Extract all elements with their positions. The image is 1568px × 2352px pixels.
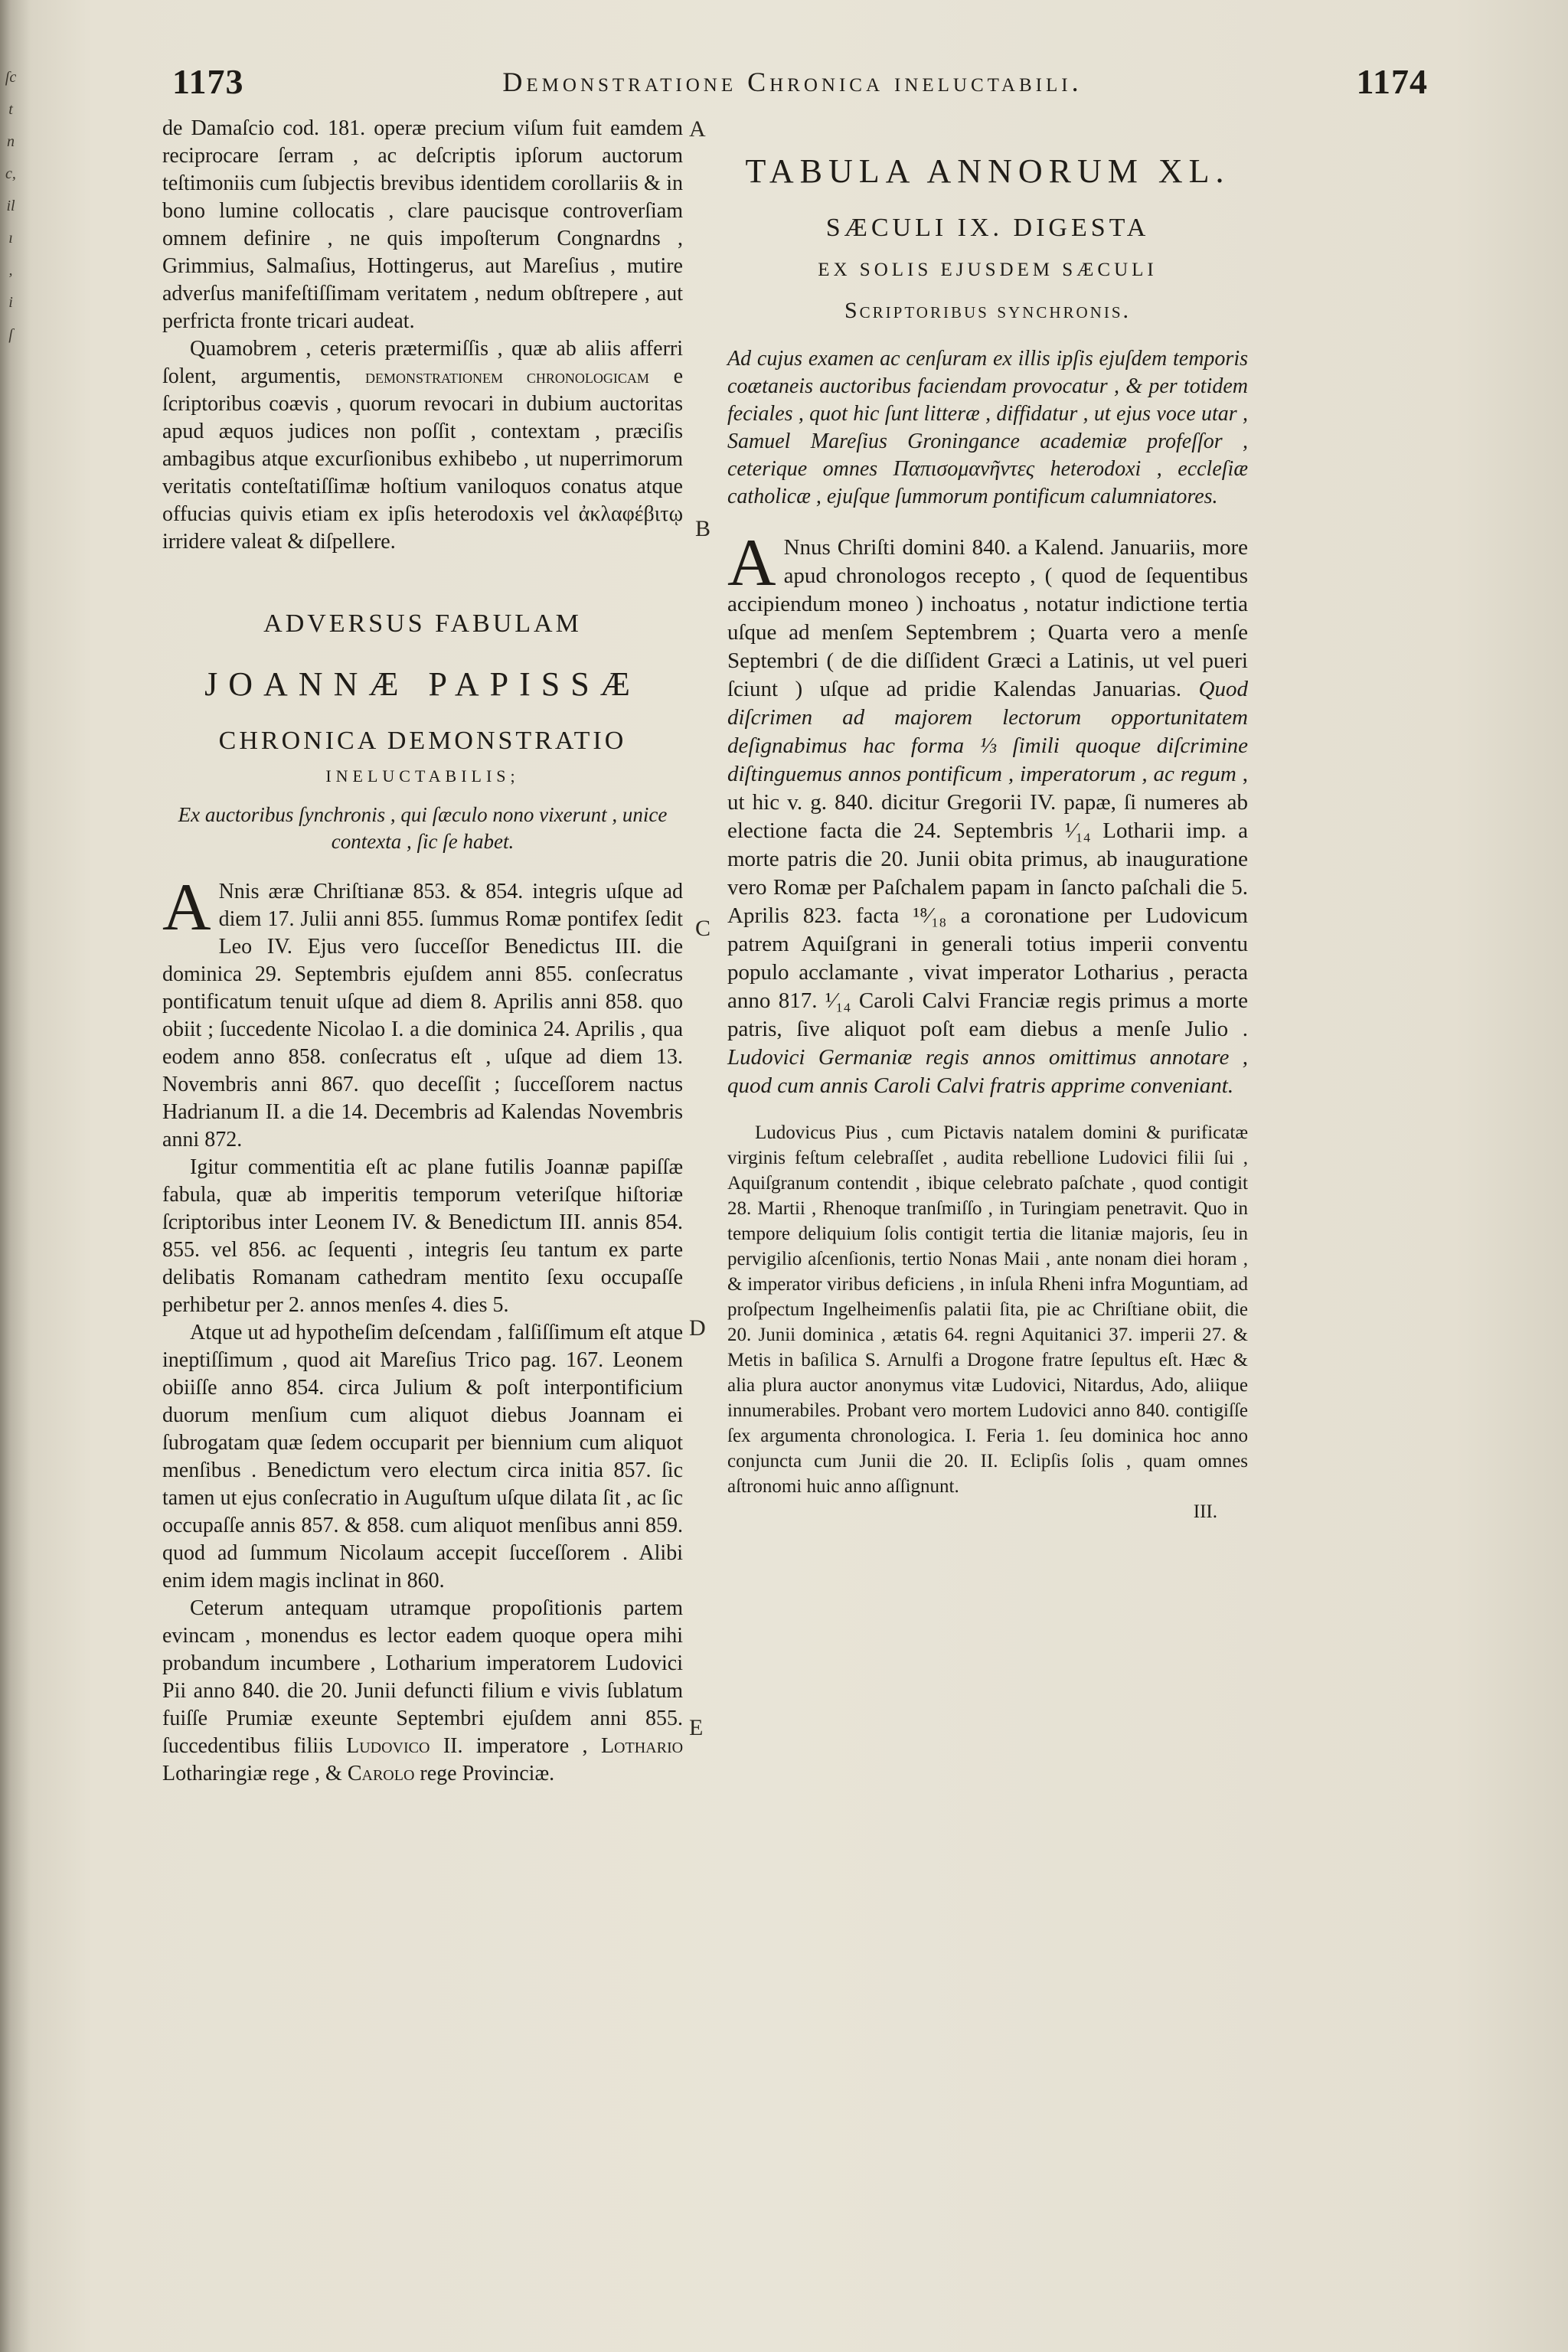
text-run: Nnis æræ Chriſtianæ 853. & 854. integris uſque ad diem 17. Julii anni 855. ſummus Romæ pontifex ſedit Leo IV. Ejus vero ſucceſſor Benedictus III. die dominica 29. Septembris ejuſdem anni 855. conſecratus pontificatum tenuit uſque ad diem 8. Aprilis anni 858. quo obiit ; ſuccedente Nicolao I. a die dominica 24. Aprilis , qua eodem anno 858. conſecratus eſt , uſque ad diem 13. Novembris anni 867. quo deceſſit ; ſucceſſorem nactus Hadrianum II. a die 14. Decembris ad Kalendas Novembris anni 872. (162, 880, 683, 1152)
italic-run: Quod diſcrimen ad majorem lectorum opportunitatem deſignabimus hac forma ⅓ ſimili quoque diſcrimine diſtinguemus annos pontificum , imperatorum , ac regum (727, 677, 1248, 786)
heading-joannae-papissae: JOANNÆ PAPISSÆ (204, 665, 641, 703)
text-run: Ceterum antequam utramque propoſitionis partem evincam , monendus es lector eadem quoque opera mihi probandum incumbere , Lotharium imperatorem Ludovici Pii anno 840. die 20. Junii defuncti filium e vivis ſublatum fuiſſe Prumiæ exeunte Septembri ejuſdem anni 855. ſuccedentibus filiis (162, 1596, 683, 1758)
italic-run: Ludovici Germaniæ regis annos omittimus annotare , quod cum annis Caroli Calvi fratris apprime conveniant. (727, 1045, 1248, 1098)
running-head (172, 61, 1428, 115)
paragraph-annis (162, 871, 683, 1154)
margin-letter-d: D (689, 1315, 706, 1341)
subheading-ex-auctoribus: Ex auctoribus ſynchronis , qui ſæculo nono vixerunt , unice contexta , ſic ſe habet. (178, 803, 668, 853)
text-run: , ut hic v. g. 840. dicitur Gregorii IV. papæ, ſi numeres ab electione facta die 24. Septembris ¹⁄₁₄ Lotharii imp. a morte patris die 20. Junii obita primus, ab inauguratione vero Romæ per Paſchalem papam in ſancto paſchali die 5. Aprilis 823. facta ¹⁸⁄₁₈ a coronatione per Ludovicum patrem Aquiſgrani in generali totius imperii conventu populo acclamante , vivat imperator Lotharius , peracta anno 817. ¹⁄₁₄ Caroli Calvi Franciæ regis primus a morte patris, ſive aliquot poſt eam diebus a menſe Julio . (727, 762, 1248, 1041)
gutter-fragment: c, (5, 165, 16, 182)
text-run: II. imperatore , (443, 1734, 588, 1758)
margin-letter-b: B (695, 516, 711, 541)
gutter-fragment: t (8, 101, 13, 118)
gutter-fragment: ſ (8, 326, 13, 343)
margin-letter-a: A (689, 116, 706, 142)
gutter-fragments (0, 61, 21, 444)
right-column (727, 115, 1248, 1524)
margin-letter-c: C (695, 916, 711, 941)
gutter-fragment: il (6, 198, 15, 214)
heading-ex-solis: EX SOLIS EJUSDEM SÆCULI (818, 260, 1158, 280)
paragraph-ceterum (162, 1595, 683, 1788)
heading-scriptoribus: Scriptoribus synchronis. (844, 298, 1132, 323)
heading-tabula-annorum: TABULA ANNORUM XL. (745, 152, 1230, 190)
paragraph-intro: Ad cujus examen ac cenſuram ex illis ipſis ejuſdem temporis coætaneis auctoribus faciendam provocatur , & per totidem feciales , quot hic ſunt litteræ , diffidatur , ut ejus voce utar , Samuel Mareſius Groningance academiæ profeſſor , ceterique omnes Παπισομανῆντες heterodoxi , eccleſiæ catholicæ , ejuſque ſummorum pontificum calumniatores. (727, 347, 1248, 508)
paragraph-opening: de Damaſcio cod. 181. operæ precium viſum fuit eamdem reciprocare ſerram , ac deſcriptis ipſorum auctorum teſtimoniis cum ſubjectis brevibus identidem corollariis & in bono lumine collocatis , clare paucisque controverſiam omnem definire , ne quis impoſterum Congnardns , Grimmius, Salmaſius, Hottingerus, aut Mareſius , mutire adverſus manifeſtiſſimam veritatem , nedum obſtrepere , aut perfricta fronte tricari audeat. (162, 116, 683, 333)
small-caps-run: Lothario (600, 1734, 684, 1758)
drop-cap: A (162, 871, 211, 945)
drop-cap: A (727, 526, 776, 600)
paragraph-igitur: Igitur commentitia eſt ac plane futilis Joannæ papiſſæ fabula, quæ ab imperitis temporum veteriſque hiſtoriæ ſcriptoribus inter Leonem IV. & Benedictum III. annis 854. 855. vel 856. ac ſequenti , integris ſeu tantum ex parte delibatis Romanam cathedram mentito ſexu occupaſſe perhibetur per 2. annos menſes 4. dies 5. (162, 1155, 683, 1317)
gutter-fragment: ſc (5, 69, 17, 86)
text-run: Nnus Chriſti domini 840. a Kalend. Januariis, more apud chronologos recepto , ( quod de ſequentibus accipiendum moneo ) inchoatus , notatur indictione tertia uſque ad menſem Septembrem ; Quarta vero a menſe Septembri ( de die diſſident Græci a Latinis, ut vel pueri ſciunt ) uſque ad pridie Kalendas Januarias. (727, 535, 1248, 701)
paragraph-ludovicus: Ludovicus Pius , cum Pictavis natalem domini & purificatæ virginis feſtum celebraſſet , audita rebellione Ludovici filii ſui , Aquiſgranum contendit , ibique celebrato paſchate , quod contigit 28. Martii , Rhenoque tranſmiſſo , in Turingiam penetravit. Quo in tempore deliquium ſolis contigit tertia die litaniæ majoris, ſeu in pervigilio aſcenſionis, tertio Nonas Maii , ante nonam diei horam , & imperator viribus deficiens , in inſula Rheni infra Moguntiam, ad proſpectum Ingelheimenſis palatii ſita, pie ac Chriſtiane obiit, die 20. Junii dominica , ætatis 64. regni Aquitanici 37. imperii 27. & Metis in baſilica S. Arnulfi a Drogone fratre ſepultus eſt. Hæc & alia plura auctor anonymus vitæ Ludovici, Nitardus, Ado, aliique innumerabiles. Probant vero mortem Ludovici anno 840. contigiſſe ſex argumenta chronologica. I. Feria 1. ſeu dominica hoc anno conjuncta cum Junii die 20. II. Eclipſis ſolis , quam omnes aſtronomi huic anno aſſignunt. (727, 1122, 1248, 1497)
page-number-left: 1173 (172, 62, 244, 101)
small-caps-run: Carolo (347, 1762, 415, 1785)
heading-chronica-demonstratio: CHRONICA DEMONSTRATIO (218, 727, 627, 755)
text-run: rege Provinciæ. (420, 1762, 555, 1785)
page-number-right: 1174 (1356, 62, 1428, 101)
text-run: Lotharingiæ rege , & (162, 1762, 342, 1785)
margin-letter-e: E (689, 1715, 704, 1740)
gutter-fragment: n (7, 133, 15, 150)
left-column (162, 115, 683, 1788)
small-caps-run: Ludovico (346, 1734, 430, 1758)
gutter-fragment: , (8, 262, 13, 279)
heading-ineluctabilis: INELUCTABILIS; (325, 766, 520, 786)
paragraph-quamobrem (162, 335, 683, 556)
running-title: Demonstratione Chronica ineluctabili. (502, 67, 1083, 97)
text-run: e ſcriptoribus coævis , quorum revocari in dubium auctoritas apud æquos judices non poſſit , contextam , præciſis ambagibus atque excurſionibus exhibebo , ut nuperrimorum veritatis conteſtatiſſimæ hoſtium vaniloquos conatus atque offucias quivis etiam ex ipſis heterodoxis vel ἀκλαφέβιτῳ irridere valeat & diſpellere. (162, 364, 683, 554)
heading-saeculi-digesta: SÆCULI IX. DIGESTA (825, 214, 1150, 242)
heading-adversus: ADVERSUS FABULAM (263, 609, 582, 638)
paragraph-annus (727, 526, 1248, 1100)
gutter-fragment: ı (8, 230, 13, 247)
gutter-fragment: i (8, 294, 13, 311)
catchword: III. (1193, 1501, 1217, 1522)
text-run: Quamobrem , ceteris prætermiſſis , quæ ab aliis afferri ſolent, argumentis, (162, 337, 683, 388)
paragraph-atque: Atque ut ad hypotheſim deſcendam , falſiſſimum eſt atque ineptiſſimum , quod ait Mareſius Trico pag. 167. Leonem obiiſſe anno 854. circa Julium & poſt interpontificium duorum menſium cum aliquot diebus Joannam ei ſubrogatam quæ ſedem occuparit per biennium cum aliquot menſibus . Benedictum vero electum circa initia 857. ſic tamen ut ejus conſecratio in Auguſtum uſque dilata ſit , ac ſic occupaſſe annis 857. & 858. cum aliquot menſibus anni 859. quod ad ſummum Nicolaum accepit ſucceſſorem . Alibi enim idem magis inclinat in 860. (162, 1321, 683, 1592)
small-caps-run: demonstrationem chronologicam (364, 367, 649, 387)
